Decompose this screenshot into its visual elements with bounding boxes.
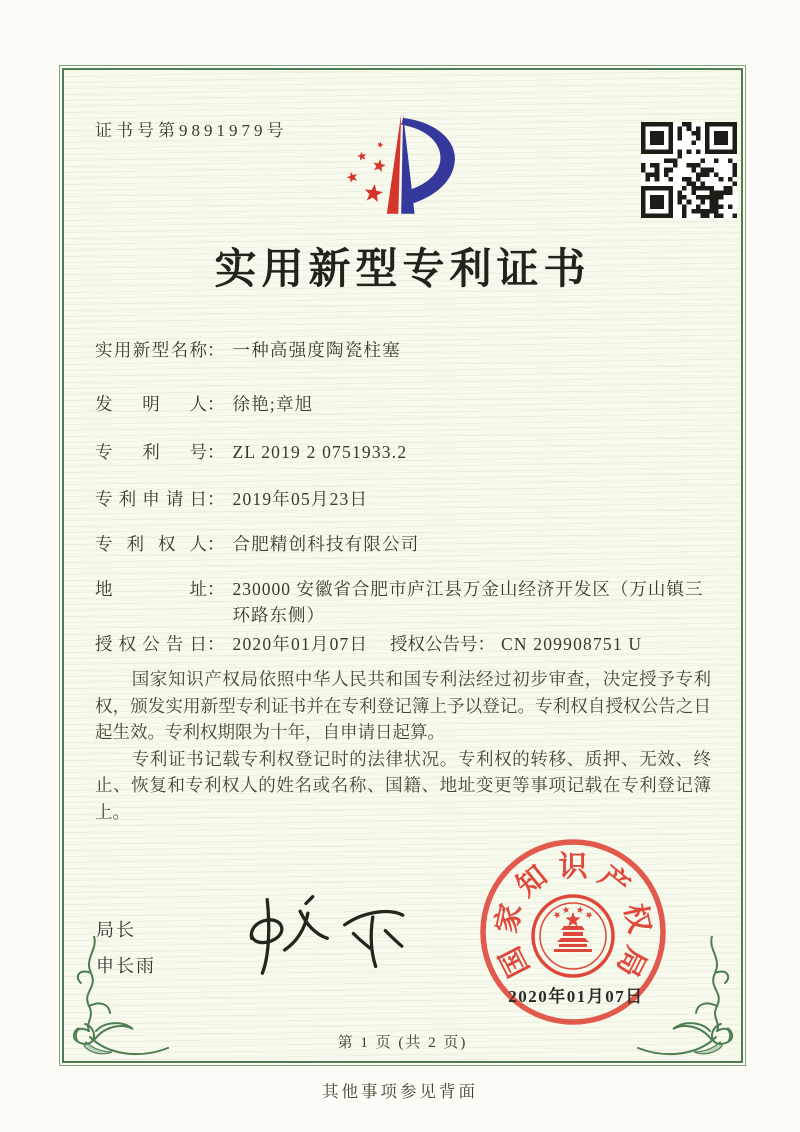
certificate-number: 证书号第9891979号 <box>95 121 288 140</box>
field-colon: ： <box>207 340 225 360</box>
footer-note: 其他事项参见背面 <box>322 1082 478 1101</box>
field-colon: ： <box>207 442 225 462</box>
field-label: 专利号 <box>95 442 207 462</box>
field-value: 徐艳;章旭 <box>232 394 314 414</box>
field-utility-name <box>95 337 720 363</box>
field-value: 2019年05月23日 <box>232 489 369 509</box>
field-address <box>95 576 720 628</box>
field-patentee <box>95 531 720 557</box>
field-label: 地址 <box>95 579 207 599</box>
logo-stars <box>347 142 386 203</box>
logo-red-wedge <box>387 114 401 214</box>
field-value: 2020年01月07日 <box>232 634 369 654</box>
field-label: 专利权人 <box>95 534 207 554</box>
field-filing-date <box>95 486 720 512</box>
handwritten-signature <box>222 888 417 980</box>
field-label: 发明人 <box>95 394 207 414</box>
field-label: 授权公告号 <box>390 634 478 654</box>
field-colon: ： <box>477 634 495 654</box>
svg-text:国: 国 <box>494 941 536 982</box>
field-colon: ： <box>207 394 225 414</box>
field-value: 230000 安徽省合肥市庐江县万金山经济开发区（万山镇三环路东侧） <box>232 579 704 625</box>
field-inventor <box>95 391 720 417</box>
svg-text:家: 家 <box>490 900 529 937</box>
certificate-title: 实用新型专利证书 <box>214 247 591 293</box>
field-label: 授权公告日 <box>95 634 207 654</box>
field-value: ZL 2019 2 0751933.2 <box>232 442 408 462</box>
field-label: 实用新型名称 <box>95 340 207 360</box>
svg-text:权: 权 <box>617 900 656 937</box>
field-label: 专利申请日 <box>95 489 207 509</box>
field-grant-number <box>390 631 642 657</box>
field-value: 一种高强度陶瓷柱塞 <box>232 340 401 360</box>
svg-text:产: 产 <box>592 859 636 904</box>
field-value: CN 209908751 U <box>501 634 643 654</box>
seal-date: 2020年01月07日 <box>508 987 644 1006</box>
signer-name: 申长雨 <box>96 956 156 976</box>
svg-text:知: 知 <box>510 859 554 904</box>
body-paragraph-1: 国家知识产权局依照中华人民共和国专利法经过初步审查，决定授予专利权，颁发实用新型专利证书并在专利登记簿上予以登记。专利权自授权公告之日起生效。专利权期限为十年，自申请日起算。 <box>95 669 711 742</box>
body-paragraph-2: 专利证书记载专利权登记时的法律状况。专利权的转移、质押、无效、终止、恢复和专利权人的姓名或名称、国籍、地址变更等事项记载在专利登记簿上。 <box>95 748 711 822</box>
field-patent-number <box>95 439 720 465</box>
field-colon: ： <box>207 489 225 509</box>
legal-text <box>95 666 711 825</box>
field-value: 合肥精创科技有限公司 <box>232 534 420 554</box>
svg-text:识: 识 <box>558 851 588 883</box>
signer-title: 局长 <box>96 920 136 940</box>
national-emblem-icon <box>533 896 613 976</box>
qr-code <box>641 122 737 218</box>
svg-text:局: 局 <box>610 941 652 982</box>
field-grant-date <box>95 631 395 657</box>
field-colon: ： <box>207 634 225 654</box>
field-colon: ： <box>207 534 225 554</box>
page-number: 第 1 页 (共 2 页) <box>337 1035 468 1051</box>
cnipa-logo <box>338 110 472 216</box>
field-colon: ： <box>207 579 225 599</box>
